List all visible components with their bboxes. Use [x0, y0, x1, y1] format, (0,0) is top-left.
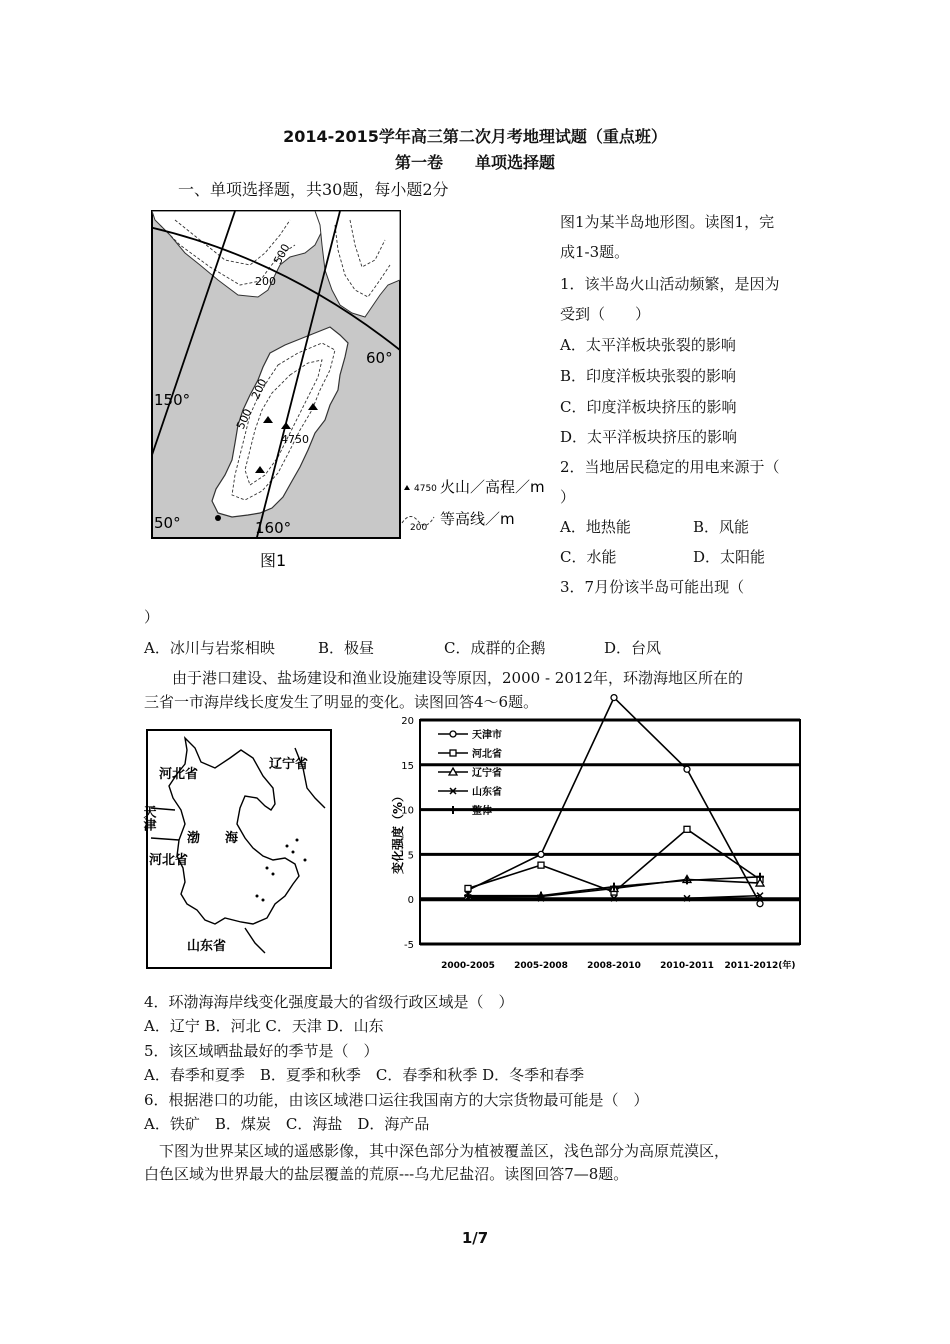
- chart-container: [380, 712, 805, 978]
- figure1-map: [140, 205, 560, 570]
- q2-option-b: B．风能: [693, 518, 750, 536]
- q3-option-a: A．冰川与岩浆相映: [144, 639, 275, 657]
- y-tick-label: 5: [407, 850, 414, 862]
- y-tick-label: -5: [404, 940, 414, 951]
- legend-contour-text: 等高线／m: [440, 510, 515, 528]
- data-point: [684, 766, 690, 772]
- shandong-label: 山东省: [187, 939, 227, 954]
- legend-label: 整体: [472, 806, 492, 817]
- bohai-label-2: 海: [225, 831, 239, 846]
- q2-stem-line1: 2．当地居民稳定的用电来源于（: [560, 458, 780, 476]
- contour-label-200b: 200: [248, 376, 270, 402]
- q1-stem-line1: 1．该半岛火山活动频繁，是因为: [560, 275, 780, 293]
- longitude-150-label: 150°: [154, 391, 191, 409]
- q2-option-d: D．太阳能: [693, 548, 766, 566]
- q1-option-a: A．太平洋板块张裂的影响: [560, 336, 736, 354]
- q6-stem: 6．根据港口的功能，由该区域港口运往我国南方的大宗货物最可能是（ ）: [144, 1091, 649, 1109]
- q3-stem-line1: 3．7月份该半岛可能出现（: [560, 578, 745, 596]
- page-subtitle: 第一卷 单项选择题: [394, 153, 555, 172]
- x-tick-label: 2011-2012(年): [724, 961, 796, 971]
- latitude-60-label: 60°: [366, 349, 393, 367]
- longitude-160-label: 160°: [255, 519, 292, 537]
- data-point: [538, 862, 544, 868]
- intro3-line1: 下图为世界某区域的遥感影像，其中深色部分为植被覆盖区，浅色部分为高原荒漠区，: [159, 1142, 730, 1160]
- section-heading: 一、单项选择题，共30题，每小题2分: [178, 180, 449, 199]
- x-tick-label: 2000-2005: [441, 961, 495, 971]
- q1-stem-line2: 受到（ ）: [560, 305, 651, 323]
- tianjin-label: 天津: [140, 805, 156, 831]
- hebei-label-2: 河北省: [149, 853, 189, 868]
- q3-option-d: D．台风: [604, 639, 662, 657]
- legend-label: 辽宁省: [472, 768, 502, 779]
- q2-stem-line2: ）: [560, 488, 576, 506]
- contour-label-500: 500: [271, 241, 293, 267]
- legend-label: 河北省: [472, 749, 502, 760]
- y-tick-label: 10: [401, 805, 414, 817]
- legend-volcano-value: 4750: [414, 484, 437, 494]
- q1-option-d: D．太平洋板块挤压的影响: [560, 428, 738, 446]
- q1-option-c: C．印度洋板块挤压的影响: [560, 398, 737, 416]
- q3-stem-line2: ）: [144, 608, 160, 626]
- data-point: [611, 695, 617, 701]
- q4-stem: 4．环渤海海岸线变化强度最大的省级行政区域是（ ）: [144, 993, 514, 1011]
- data-point: [757, 901, 763, 907]
- legend-volcano-text: 火山／高程／m: [440, 478, 545, 496]
- intro1-line1: 图1为某半岛地形图。读图1，完: [560, 213, 775, 231]
- y-axis-label: 变化强度（%）: [391, 789, 405, 875]
- q5-options: A．春季和夏季 B．夏季和秋季 C．春季和秋季 D．冬季和春季: [144, 1066, 585, 1084]
- latitude-50-label: 50°: [154, 514, 181, 532]
- intro2-line2: 三省一市海岸线长度发生了明显的变化。读图回答4～6题。: [144, 693, 539, 711]
- bohai-map: [140, 728, 335, 973]
- bohai-label-1: 渤: [187, 831, 201, 846]
- volcano-icon: [215, 515, 221, 521]
- coastline-change-chart: [380, 712, 805, 978]
- q4-options: A．辽宁 B．河北 C．天津 D．山东: [144, 1017, 384, 1035]
- intro2-line1: 由于港口建设、盐场建设和渔业设施建设等原因，2000 - 2012年，环渤海地区所在的: [172, 669, 743, 687]
- legend-label: 山东省: [472, 787, 502, 798]
- q2-option-c: C．水能: [560, 548, 617, 566]
- page-number: 1/7: [461, 1229, 489, 1247]
- q6-options: A．铁矿 B．煤炭 C．海盐 D．海产品: [144, 1115, 430, 1133]
- legend-label: 天津市: [472, 730, 502, 741]
- contour-label-200: 200: [255, 275, 276, 288]
- page-title: 2014-2015学年高三第二次月考地理试题（重点班）: [283, 127, 667, 146]
- legend-marker: [450, 731, 456, 737]
- elevation-label: 4750: [281, 433, 309, 446]
- y-tick-label: 15: [401, 760, 414, 772]
- x-tick-label: 2008-2010: [587, 961, 641, 971]
- data-point: [465, 885, 471, 891]
- y-tick-label: 20: [401, 716, 414, 727]
- data-point: [538, 851, 544, 857]
- legend-volcano-icon: [404, 485, 410, 490]
- hebei-label-1: 河北省: [159, 767, 199, 782]
- data-point: [684, 826, 690, 832]
- q5-stem: 5．该区域晒盐最好的季节是（ ）: [144, 1042, 379, 1060]
- q2-option-a: A．地热能: [560, 518, 631, 536]
- q3-option-c: C．成群的企鹅: [444, 639, 546, 657]
- y-tick-label: 0: [407, 895, 414, 907]
- figure1-caption: 图1: [260, 551, 287, 570]
- q1-option-b: B．印度洋板块张裂的影响: [560, 367, 737, 385]
- liaoning-label: 辽宁省: [269, 757, 309, 772]
- x-tick-label: 2010-2011: [660, 961, 714, 971]
- legend-marker: [450, 750, 456, 756]
- intro1-line2: 成1-3题。: [560, 243, 630, 261]
- contour-label-500b: 500: [233, 406, 255, 432]
- intro3-line2: 白色区域为世界最大的盐层覆盖的荒原---乌尤尼盐沼。读图回答7—8题。: [144, 1165, 629, 1183]
- x-tick-label: 2005-2008: [514, 961, 568, 971]
- q3-option-b: B．极昼: [318, 639, 375, 657]
- legend-contour-value: 200: [410, 523, 428, 533]
